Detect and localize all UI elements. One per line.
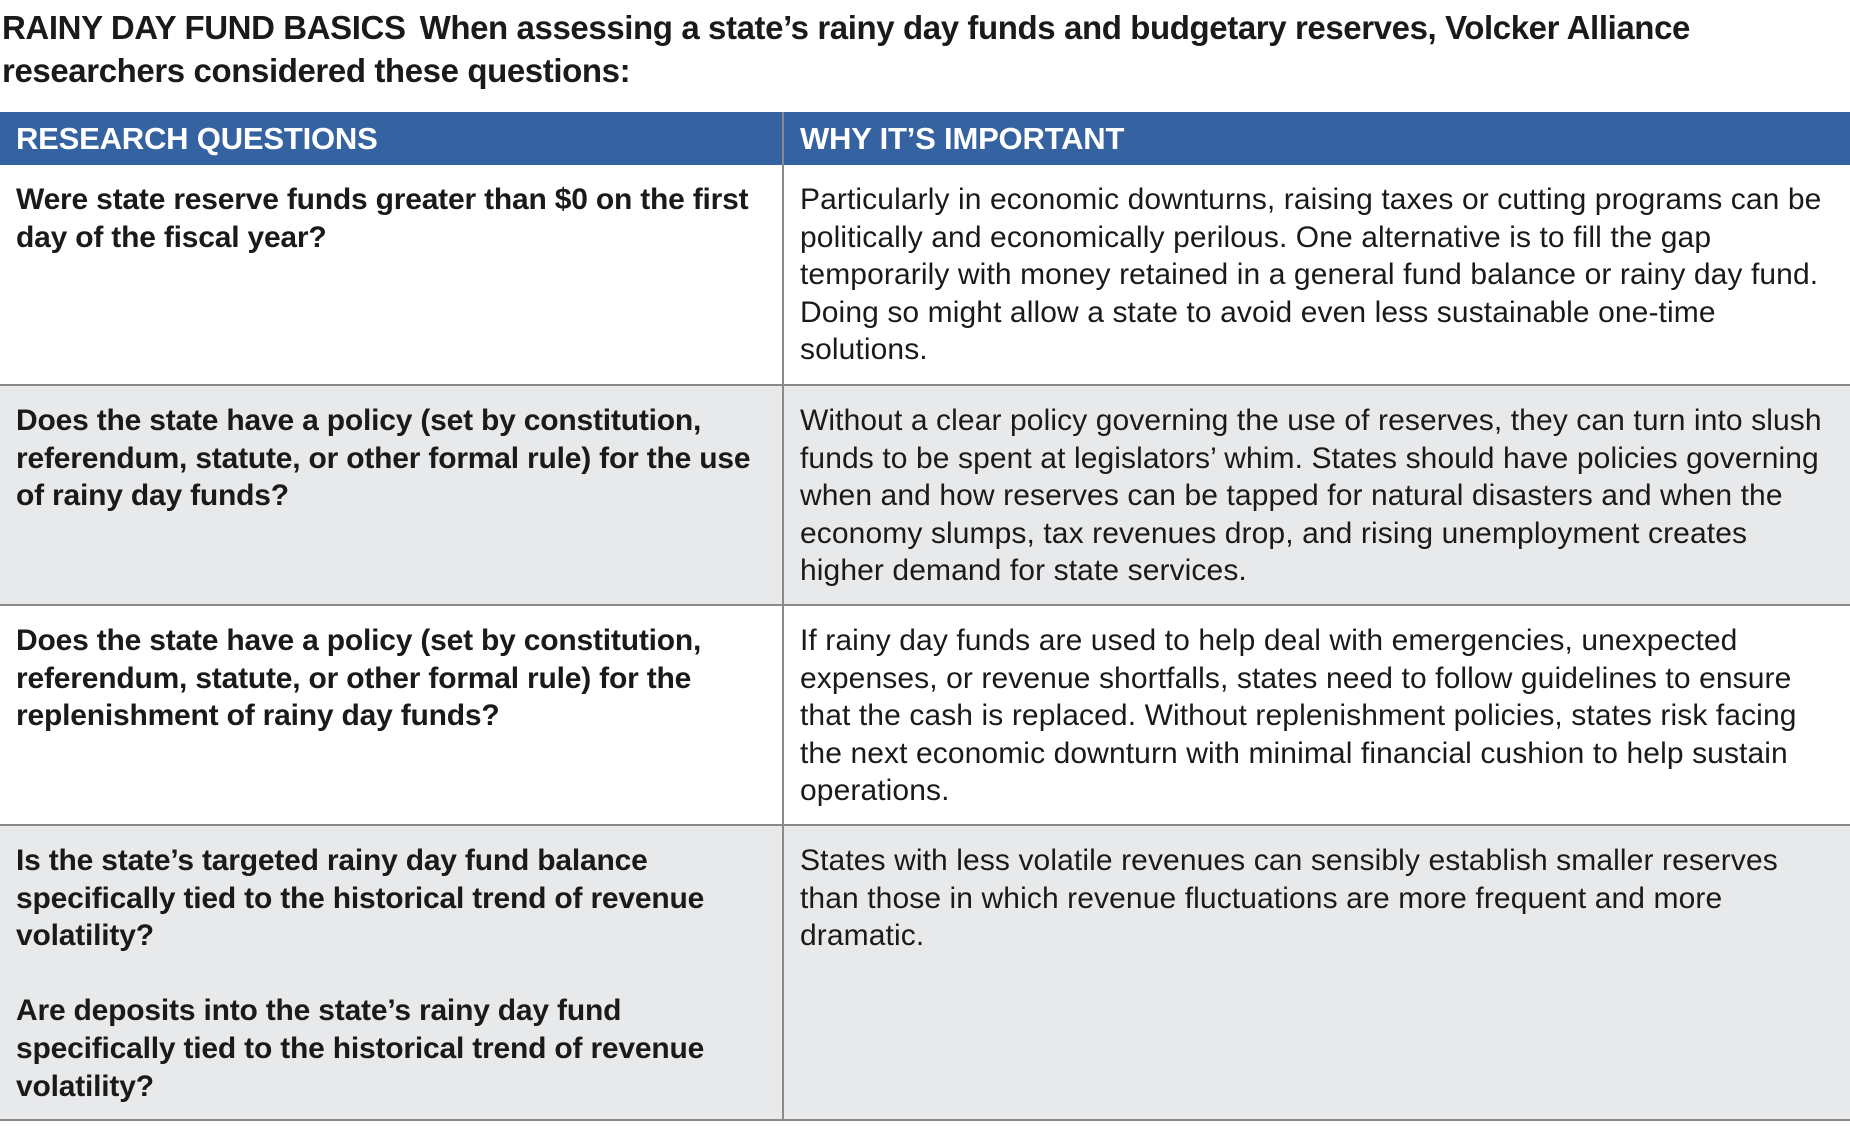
research-question: Are deposits into the state’s rainy day fund specifically tied to the historical trend of revenue volatility? xyxy=(16,994,705,1103)
research-questions-table xyxy=(0,112,1850,1121)
research-question: Is the state’s targeted rainy day fund balance specifically tied to the historical trend of revenue volatility? xyxy=(16,844,705,953)
research-question: Were state reserve funds greater than $0 on the first day of the fiscal year? xyxy=(16,183,749,254)
research-question-cell xyxy=(0,165,783,385)
page-heading xyxy=(2,6,1802,92)
research-question-cell xyxy=(0,385,783,605)
importance-cell: Without a clear policy governing the use of reserves, they can turn into slush funds to be spent at legislators’ whim. States should have policies governing when and how reserves can be tapped for natural disasters and when the economy slumps, tax revenues drop, and rising unemployment creates higher demand for state services. xyxy=(783,385,1850,605)
research-question-cell xyxy=(0,825,783,1120)
research-question-cell xyxy=(0,605,783,825)
research-question: Does the state have a policy (set by constitution, referendum, statute, or other formal rule) for the replenishment of rainy day funds? xyxy=(16,624,702,733)
heading-label: RAINY DAY FUND BASICS xyxy=(2,9,406,46)
column-header-why-important: WHY IT’S IMPORTANT xyxy=(783,112,1850,165)
importance-cell: Particularly in economic downturns, raising taxes or cutting programs can be politically and economically perilous. One alternative is to fill the gap temporarily with money retained in a general fund balance or rainy day fund. Doing so might allow a state to avoid even less sustainable one-time solutions. xyxy=(783,165,1850,385)
table-row xyxy=(0,385,1850,605)
table-row xyxy=(0,165,1850,385)
column-header-research-questions: RESEARCH QUESTIONS xyxy=(0,112,783,165)
importance-cell: If rainy day funds are used to help deal with emergencies, unexpected expenses, or revenue shortfalls, states need to follow guidelines to ensure that the cash is replaced. Without replenishment policies, states risk facing the next economic downturn with minimal financial cushion to help sustain operations. xyxy=(783,605,1850,825)
table-header-row xyxy=(0,112,1850,165)
heading-text: When assessing a state’s rainy day funds and budgetary reserves, Volcker Alliance researchers considered these questions: xyxy=(2,9,1690,89)
table-row xyxy=(0,825,1850,1120)
table-row xyxy=(0,605,1850,825)
importance-cell: States with less volatile revenues can sensibly establish smaller reserves than those in which revenue fluctuations are more frequent and more dramatic. xyxy=(783,825,1850,1120)
research-question: Does the state have a policy (set by constitution, referendum, statute, or other formal rule) for the use of rainy day funds? xyxy=(16,404,751,513)
